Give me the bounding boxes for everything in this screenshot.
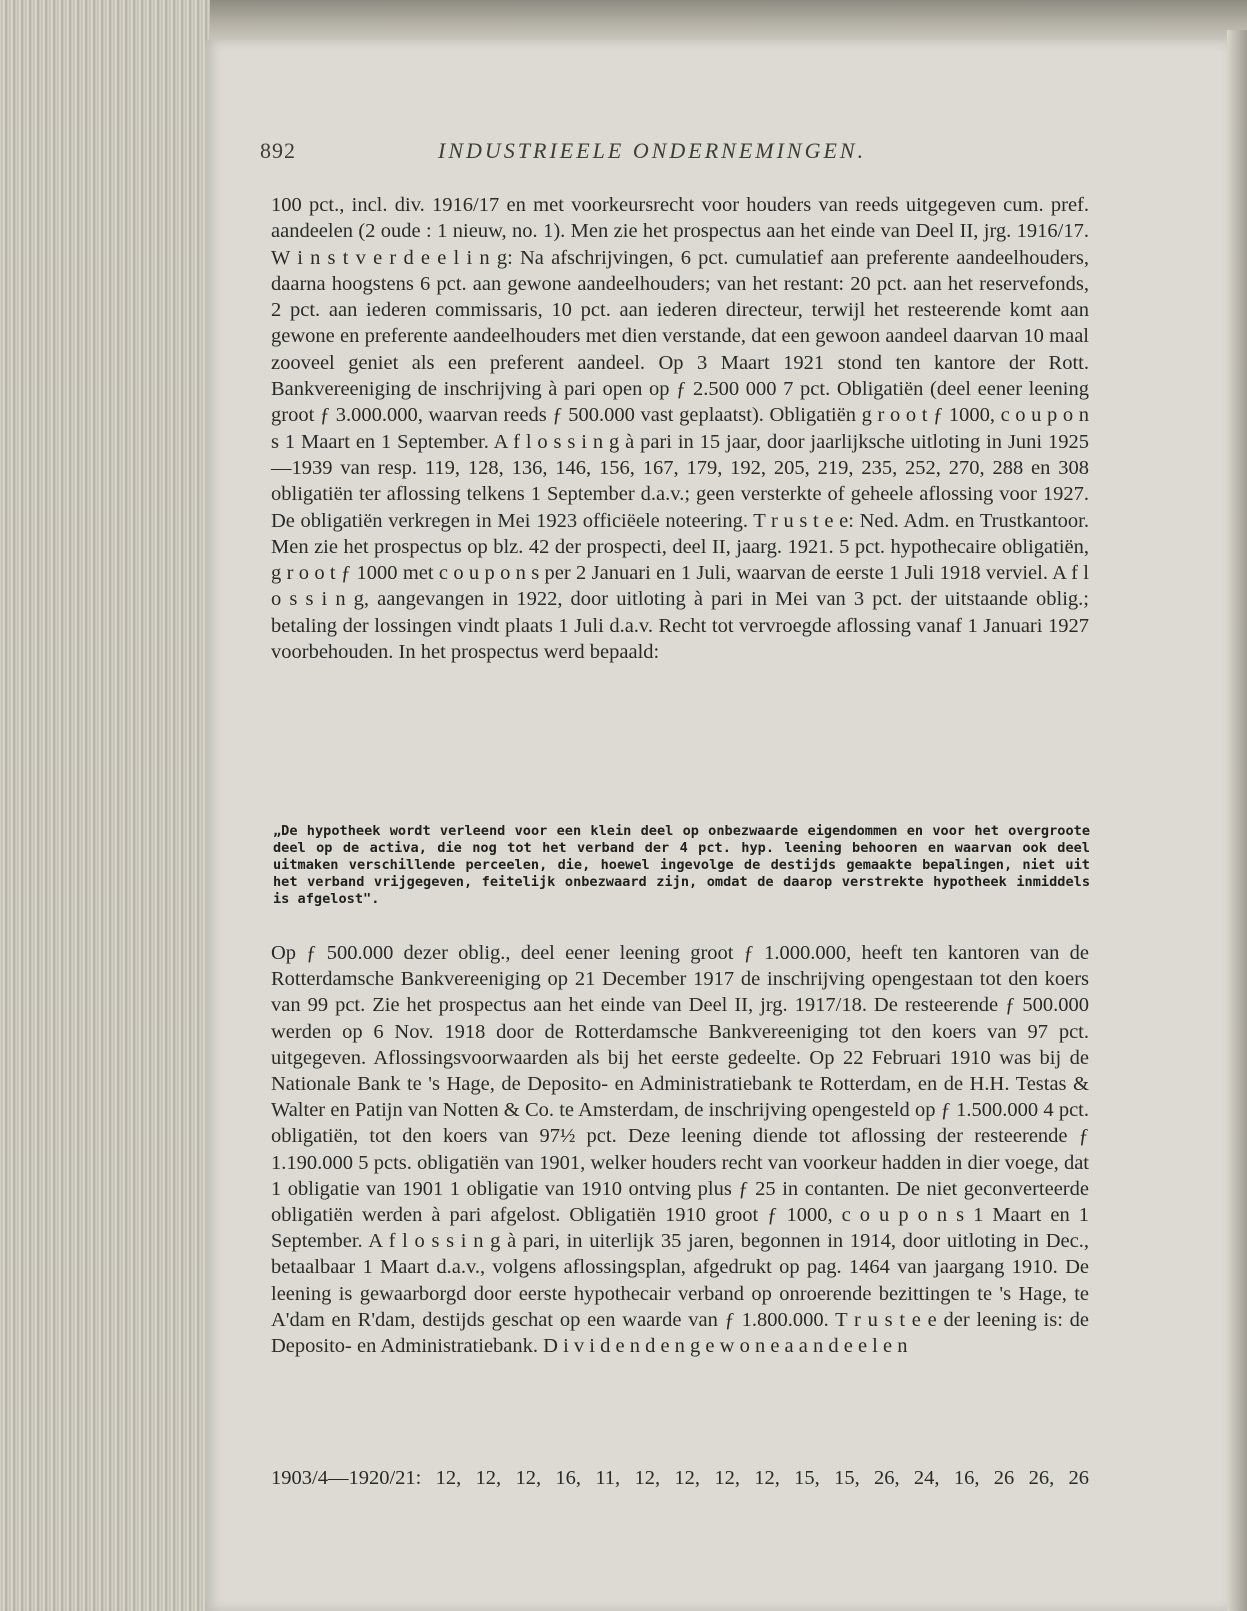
book-right-edge [1227, 30, 1247, 1611]
running-title: INDUSTRIEELE ONDERNEMINGEN. [438, 138, 867, 163]
paragraph-1: 100 pct., incl. div. 1916/17 en met voorkeursrecht voor houders van reeds uitgegeven cum. pref. aandeelen (2 oude : 1 nieuw, no. 1). Men zie het prospectus aan het einde van Deel II, jrg. 1916/17. W i n s t v e r d e e l i n g: Na afschrijvingen, 6 pct. cumulatief aan preferente aandeelhouders, daarna hoogstens 6 pct. aan gewone aandeelhouders; van het restant: 20 pct. aan het reservefonds, 2 pct. aan iederen commissaris, 10 pct. aan iederen directeur, terwijl het resteerende komt aan gewone en preferente aandeelhouders met dien verstande, dat een gewoon aandeel daarvan 10 maal zooveel geniet als een preferent aandeel. Op 3 Maart 1921 stond ten kantore der Rott. Bankvereeniging de inschrijving à pari open op ƒ 2.500 000 7 pct. Obligatiën (deel eener leening groot ƒ 3.000.000, waarvan reeds ƒ 500.000 vast geplaatst). Obligatiën g r o o t ƒ 1000, c o u p o n s 1 Maart en 1 September. A f l o s s i n g à pari in 15 jaar, door jaarlijksche uitloting in Juni 1925—1939 van resp. 119, 128, 136, 146, 156, 167, 179, 192, 205, 219, 235, 252, 270, 288 en 308 obligatiën ter aflossing telkens 1 September d.a.v.; geen versterkte of geheele aflossing voor 1927. De obligatiën verkregen in Mei 1923 officiëele noteering. T r u s t e e: Ned. Adm. en Trustkantoor. Men zie het prospectus op blz. 42 der prospecti, deel II, jaarg. 1921. 5 pct. hypothecaire obligatiën, g r o o t ƒ 1000 met c o u p o n s per 2 Januari en 1 Juli, waarvan de eerste 1 Juli 1918 verviel. A f l o s s i n g, aangevangen in 1922, door uitloting à pari in Mei van 3 pct. der uitstaande oblig.; betaling der lossingen vindt plaats 1 Juli d.a.v. Recht tot vervroegde aflossing vanaf 1 Januari 1927 voorbehouden. In het prospectus werd bepaald: [271, 194, 1089, 664]
page-number: 892 [260, 138, 296, 163]
page-header [260, 138, 1120, 172]
prospectus-quote: „De hypotheek wordt verleend voor een klein deel op onbezwaarde eigendommen en voor het overgroote deel op de activa, die nog tot het verband der 4 pct. hyp. leening behooren en waarvan ook deel uitmaken verschillende perceelen, die, hoewel ingevolge de destijds gemaakte bepalingen, niet uit het verband vrijgegeven, feitelijk onbezwaard zijn, omdat de daarop verstrekte hypotheek inmiddels is afgelost". [273, 823, 1090, 907]
paragraph-2: Op ƒ 500.000 dezer oblig., deel eener leening groot ƒ 1.000.000, heeft ten kantoren van de Rotterdamsche Bankvereeniging op 21 December 1917 de inschrijving opengestaan tot den koers van 99 pct. Zie het prospectus aan het einde van Deel II, jrg. 1917/18. De resteerende ƒ 500.000 werden op 6 Nov. 1918 door de Rotterdamsche Bankvereeniging tot den koers van 97 pct. uitgegeven. Aflossingsvoorwaarden als bij het eerste gedeelte. Op 22 Februari 1910 was bij de Nationale Bank te 's Hage, de Deposito- en Administratiebank te Rotterdam, en de H.H. Testas & Walter en Patijn van Notten & Co. te Amsterdam, de inschrijving opengesteld op ƒ 1.500.000 4 pct. obligatiën, tot den koers van 97½ pct. Deze leening diende tot aflossing der resteerende ƒ 1.190.000 5 pcts. obligatiën van 1901, welker houders recht van voorkeur hadden in dier voege, dat 1 obligatie van 1901 1 obligatie van 1910 ontving plus ƒ 25 in contanten. De niet geconverteerde obligatiën werden à pari afgelost. Obligatiën 1910 groot ƒ 1000, c o u p o n s 1 Maart en 1 September. A f l o s s i n g à pari, in uiterlijk 35 jaren, begonnen in 1914, door uitloting in Dec., betaalbaar 1 Maart d.a.v., volgens aflossingsplan, afgedrukt op pag. 1464 van jaargang 1910. De leening is gewaarborgd door eerste hypothecair verband op onroerende bezittingen te 's Hage, te A'dam en R'dam, destijds geschat op een waarde van ƒ 1.800.000. T r u s t e e der leening is: de Deposito- en Administratiebank. D i v i d e n d e n g e w o n e a a n d e e l e n [271, 942, 1089, 1358]
dividend-line: 1903/4—1920/21: 12, 12, 12, 16, 11, 12, 12, 12, 12, 15, 15, 26, 24, 16, 26 26, 26 [271, 1467, 1089, 1489]
book-page-edges [0, 0, 210, 1611]
